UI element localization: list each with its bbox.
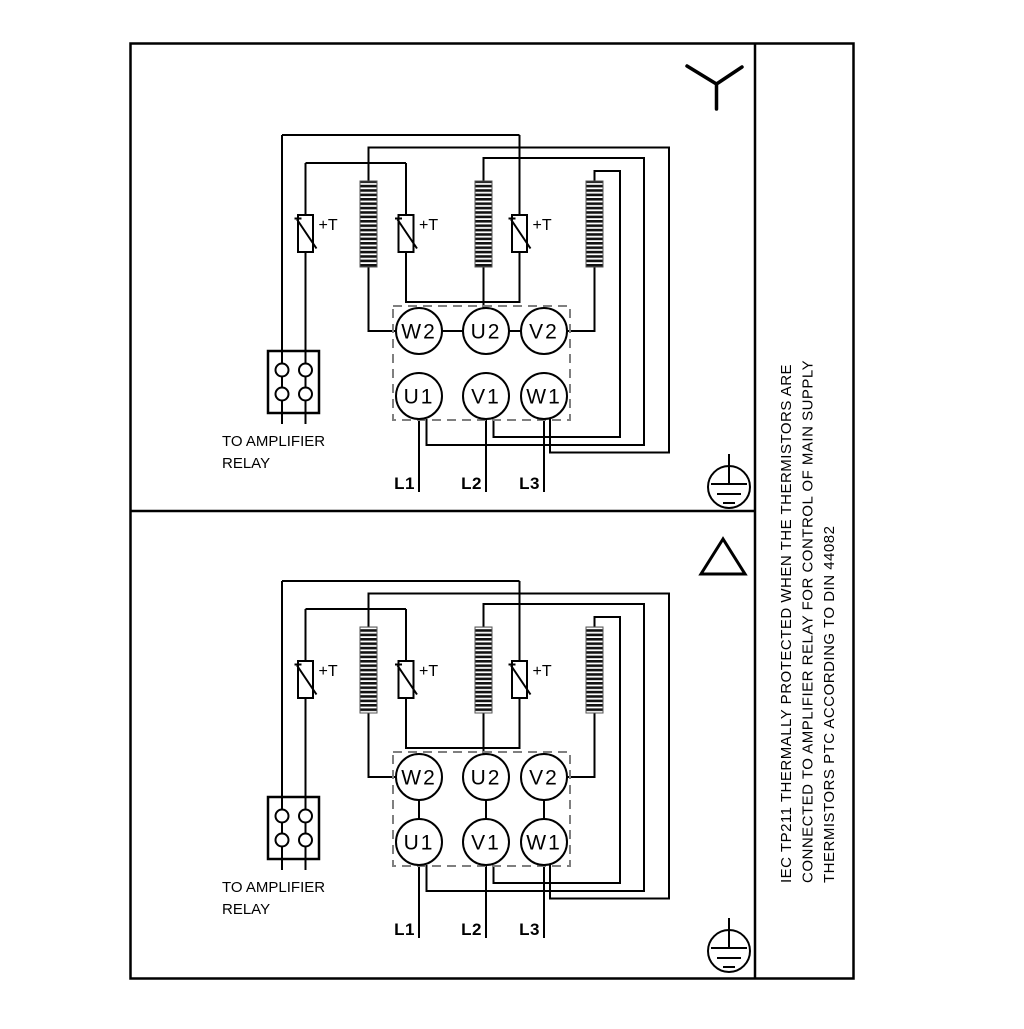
terminal-label: W1	[526, 831, 562, 855]
motor-winding-coil	[360, 627, 377, 713]
motor-winding-coil	[586, 181, 603, 267]
supply-line-label: L1	[394, 474, 415, 493]
ptc-thermistor-symbol	[295, 661, 338, 698]
amplifier-relay-connector	[222, 351, 325, 472]
motor-winding-coil	[586, 627, 603, 713]
terminal-label: V2	[529, 320, 559, 344]
relay-note-line: RELAY	[222, 455, 271, 472]
thermistor-label: +T	[419, 217, 439, 234]
thermistor-label: +T	[318, 217, 338, 234]
relay-terminal	[299, 810, 312, 823]
terminal-label: U2	[470, 766, 502, 790]
terminal-label: V1	[471, 831, 501, 855]
panel-star-connection	[222, 66, 750, 508]
terminal-label: W1	[526, 385, 562, 409]
thermistor-label: +T	[532, 663, 552, 680]
wire	[369, 267, 397, 331]
relay-terminal	[299, 388, 312, 401]
terminal-label: U1	[403, 831, 435, 855]
terminal-label: W2	[401, 766, 437, 790]
ptc-thermistor-symbol	[509, 215, 552, 252]
ground-icon	[708, 918, 750, 972]
delta-connection-icon	[701, 539, 745, 574]
relay-terminal	[276, 388, 289, 401]
relay-terminal	[276, 834, 289, 847]
wire	[406, 252, 520, 302]
motor-winding-coil	[475, 627, 492, 713]
ptc-thermistor-symbol	[295, 215, 338, 252]
wire	[406, 698, 520, 748]
star-connection-icon	[687, 66, 742, 109]
relay-terminal	[299, 834, 312, 847]
thermistor-label: +T	[318, 663, 338, 680]
wire	[567, 713, 595, 777]
relay-terminal	[276, 364, 289, 377]
terminal-label: U2	[470, 320, 502, 344]
supply-line-label: L1	[394, 920, 415, 939]
relay-terminal	[276, 810, 289, 823]
supply-line-label: L2	[461, 920, 482, 939]
side-note	[778, 360, 838, 883]
relay-box	[268, 797, 319, 859]
side-note-line: THERMISTORS PTC ACCORDING TO DIN 44082	[821, 525, 838, 883]
relay-note-line: RELAY	[222, 901, 271, 918]
thermistor-label: +T	[419, 663, 439, 680]
relay-terminal	[299, 364, 312, 377]
thermistor-label: +T	[532, 217, 552, 234]
side-note-line: IEC TP211 THERMALLY PROTECTED WHEN THE THERMISTORS ARE	[778, 363, 795, 883]
supply-line-label: L3	[519, 474, 540, 493]
motor-winding-coil	[360, 181, 377, 267]
relay-box	[268, 351, 319, 413]
terminal-label: U1	[403, 385, 435, 409]
supply-line-label: L3	[519, 920, 540, 939]
terminal-label: V1	[471, 385, 501, 409]
supply-line-label: L2	[461, 474, 482, 493]
wire	[369, 713, 397, 777]
side-note-line: CONNECTED TO AMPLIFIER RELAY FOR CONTROL OF MAIN SUPPLY	[799, 359, 817, 883]
ptc-thermistor-symbol	[509, 661, 552, 698]
wire	[567, 267, 595, 331]
amplifier-relay-connector	[222, 797, 325, 918]
ptc-thermistor-symbol	[395, 661, 438, 698]
panel-delta-connection	[222, 539, 750, 972]
terminal-label: V2	[529, 766, 559, 790]
terminal-label: W2	[401, 320, 437, 344]
relay-note-line: TO AMPLIFIER	[222, 879, 326, 896]
relay-note-line: TO AMPLIFIER	[222, 433, 326, 450]
ptc-thermistor-symbol	[395, 215, 438, 252]
ground-icon	[708, 454, 750, 508]
motor-winding-coil	[475, 181, 492, 267]
